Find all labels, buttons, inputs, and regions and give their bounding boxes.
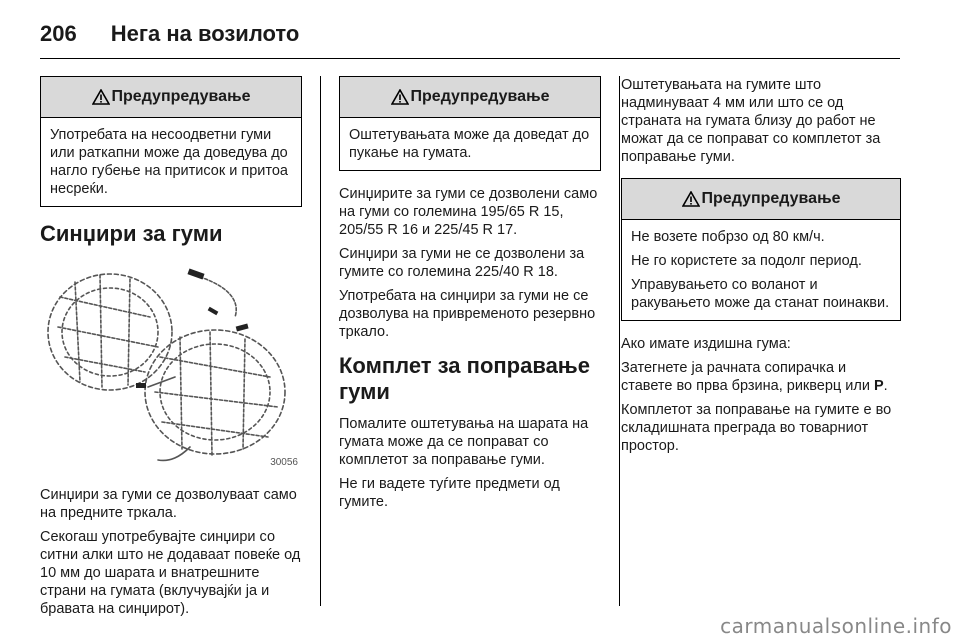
column-divider: [320, 76, 321, 606]
warning-body: [622, 220, 900, 320]
warning-text: Не го користете за подолг период.: [631, 253, 862, 269]
paragraph: Синџири за гуми се дозволуваат само на предните тркала.: [40, 487, 297, 521]
paragraph: Употребата на синџири за гуми не се дозволува на привременото резервно тркало.: [339, 288, 596, 340]
warning-text: Не возете побрзо од 80 км/ч.: [631, 229, 825, 245]
warning-box: [621, 178, 901, 321]
warning-body: [41, 118, 301, 206]
watermark: carmanualsonline.info: [720, 614, 952, 638]
warning-triangle-icon: [92, 89, 110, 105]
header-rule: [40, 58, 900, 59]
warning-header: [622, 179, 900, 220]
section-heading-tire-repair-kit: Комплет за поправање гуми: [339, 353, 590, 404]
warning-header: [340, 77, 600, 118]
paragraph: Помалите оштетувања на шарата на гумата може да се поправат со комплетот за поправање гуми.: [339, 416, 589, 468]
warning-triangle-icon: [682, 191, 700, 207]
warning-text: Управувањето со воланот и ракувањето може да станат поинакви.: [631, 277, 890, 311]
page-number: 206: [40, 21, 77, 46]
paragraph-text: .: [883, 378, 888, 394]
paragraph: [621, 359, 901, 395]
warning-text: Употребата на несоодветни гуми или раткапни може да доведува до нагло губење на притисок и притоа несреќи.: [50, 127, 288, 197]
warning-header: [41, 77, 301, 118]
gear-position-p: P: [873, 378, 884, 394]
paragraph: Ако имате издишна гума:: [621, 336, 791, 352]
paragraph: Комплетот за поправање на гумите е во складишната преграда во товарниот простор.: [621, 402, 892, 454]
section-heading-tire-chains: Синџири за гуми: [40, 221, 223, 246]
column-1: [40, 76, 302, 624]
warning-box: [40, 76, 302, 207]
paragraph: Синџирите за гуми се дозволени само на гуми со големина 195/65 R 15, 205/55 R 16 и 225/45 R 17.: [339, 186, 598, 238]
paragraph: Синџири за гуми не се дозволени за гумите со големина 225/40 R 18.: [339, 246, 585, 280]
column-divider: [619, 76, 620, 606]
figure-number: 30056: [270, 457, 298, 468]
tire-chain-illustration: [40, 257, 302, 472]
warning-text: Оштетувањата може да доведат до пукање на гумата.: [349, 127, 590, 161]
warning-label: Предупредување: [701, 190, 841, 207]
page-header: [40, 14, 900, 54]
warning-body: [340, 118, 600, 170]
tire-chain-drawing: [40, 257, 302, 472]
page-title: Нега на возилото: [110, 21, 300, 46]
warning-triangle-icon: [391, 89, 409, 105]
paragraph: Секогаш употребувајте синџири со ситни алки што не додаваат повеќе од 10 мм до шарата и внатрешните страни на гумата (вклучувајќи ја и бравата на синџирот).: [40, 529, 301, 617]
column-3: [621, 76, 901, 461]
warning-label: Предупредување: [410, 88, 550, 105]
warning-box: [339, 76, 601, 171]
paragraph: Оштетувањата на гумите што надминуваат 4 мм или што се од страната на гумата близу до работ не можат да се поправат со комплетот за поправање гуми.: [621, 77, 881, 165]
warning-label: Предупредување: [111, 88, 251, 105]
column-2: [339, 76, 601, 517]
paragraph-text: Затегнете ја рачната сопирачка и ставете во прва брзина, рикверц или: [621, 360, 874, 394]
paragraph: Не ги вадете туѓите предмети од гумите.: [339, 476, 560, 510]
